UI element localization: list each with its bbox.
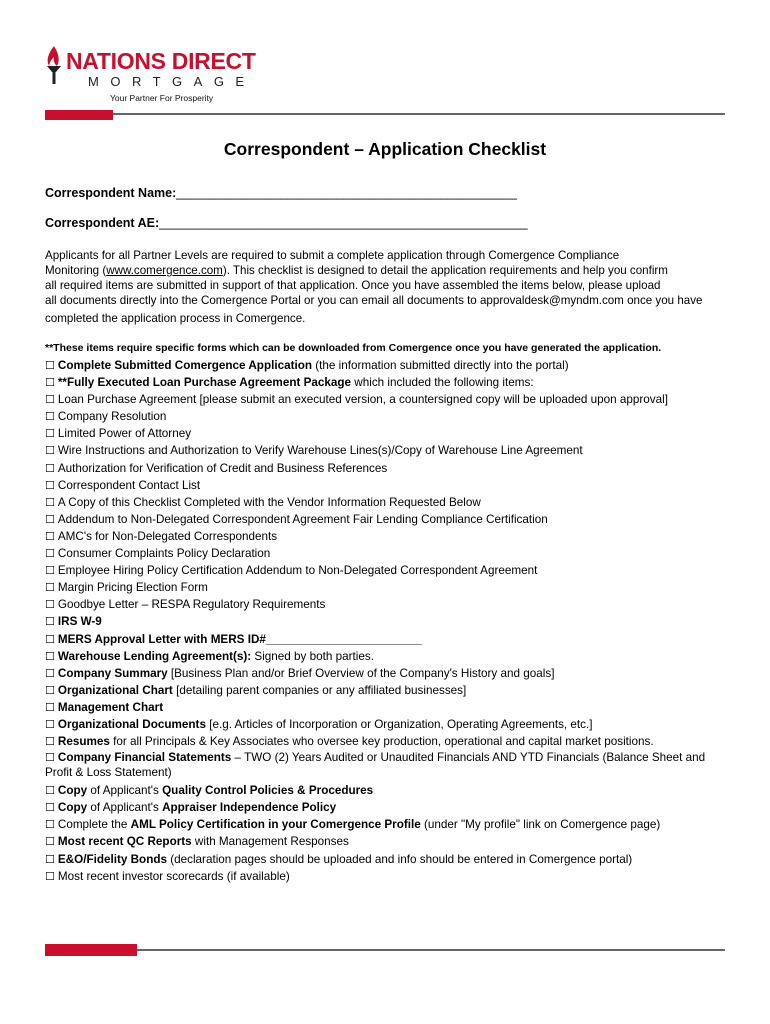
checklist-item-text: Signed by both parties. bbox=[251, 649, 374, 663]
correspondent-ae-label: Correspondent AE: bbox=[45, 216, 160, 230]
checkbox-icon[interactable]: ☐ bbox=[45, 649, 55, 663]
checkbox-icon[interactable]: ☐ bbox=[45, 427, 55, 441]
checkbox-icon[interactable]: ☐ bbox=[45, 547, 55, 561]
flame-torch-icon bbox=[44, 46, 64, 86]
checklist-item-text: Warehouse Lending Agreement(s): bbox=[57, 649, 252, 663]
checklist-item-text: MERS Approval Letter with MERS ID#________________________ bbox=[57, 632, 422, 646]
checklist-item-text: Copy bbox=[57, 784, 88, 798]
intro-line: completed the application process in Comergence. bbox=[45, 312, 306, 325]
intro-line: all documents directly into the Comergence Portal or you can email all documents to approvaldesk@myndm.com once you have bbox=[45, 294, 703, 307]
checklist-item bbox=[45, 596, 745, 613]
checklist-item bbox=[45, 579, 745, 596]
checkbox-icon[interactable]: ☐ bbox=[45, 393, 55, 407]
intro-line: Applicants for all Partner Levels are required to submit a complete application through Comergence Compliance bbox=[45, 249, 620, 262]
checklist-item bbox=[45, 357, 745, 374]
correspondent-ae-line: _____________________________________________________ bbox=[159, 216, 528, 230]
checkbox-icon[interactable]: ☐ bbox=[45, 835, 55, 849]
checklist-item bbox=[45, 408, 745, 425]
checklist-item-text: (declaration pages should be uploaded and info should be entered in Comergence portal) bbox=[166, 852, 633, 866]
checklist-item-text: Consumer Complaints Policy Declaration bbox=[57, 547, 271, 561]
checkbox-icon[interactable]: ☐ bbox=[45, 818, 55, 832]
intro-paragraph bbox=[45, 248, 765, 326]
checkbox-icon[interactable]: ☐ bbox=[45, 666, 55, 680]
correspondent-name-line: _________________________________________________ bbox=[176, 186, 517, 200]
checkbox-icon[interactable]: ☐ bbox=[45, 615, 55, 629]
checklist-item bbox=[45, 631, 745, 648]
checklist-item-text: Most recent investor scorecards (if available) bbox=[57, 869, 290, 883]
checklist-item-text: with Management Responses bbox=[191, 835, 349, 849]
checklist-item bbox=[45, 699, 745, 716]
checklist-item bbox=[45, 733, 745, 750]
checkbox-icon[interactable]: ☐ bbox=[45, 751, 55, 765]
brand-logo bbox=[44, 44, 274, 104]
brand-tagline: Your Partner For Prosperity bbox=[110, 93, 214, 103]
checklist-item-text: – TWO (2) Years Audited or Unaudited Financials AND YTD Financials (Balance Sheet and Profit & Loss Statement) bbox=[45, 751, 706, 780]
checklist-item-text: Addendum to Non-Delegated Correspondent Agreement Fair Lending Compliance Certification bbox=[57, 512, 548, 526]
checkbox-icon[interactable]: ☐ bbox=[45, 444, 55, 458]
checklist-item-text: Margin Pricing Election Form bbox=[57, 581, 208, 595]
checklist-item-text: Organizational Chart bbox=[57, 683, 173, 697]
correspondent-name-field bbox=[45, 186, 517, 200]
checklist-item bbox=[45, 833, 745, 850]
checkbox-icon[interactable]: ☐ bbox=[45, 529, 55, 543]
checklist-item bbox=[45, 374, 745, 391]
checkbox-icon[interactable]: ☐ bbox=[45, 683, 55, 697]
checklist-item-text: [Business Plan and/or Brief Overview of the Company's History and goals] bbox=[167, 666, 555, 680]
checkbox-icon[interactable]: ☐ bbox=[45, 735, 55, 749]
checklist-item-text: Employee Hiring Policy Certification Addendum to Non-Delegated Correspondent Agreement bbox=[57, 564, 538, 578]
checklist-item-text: Company Resolution bbox=[57, 410, 167, 424]
checklist-item-text: (the information submitted directly into the portal) bbox=[312, 359, 569, 372]
checklist-item-text: A Copy of this Checklist Completed with the Vendor Information Requested Below bbox=[57, 495, 481, 509]
checklist-item-text: Loan Purchase Agreement [please submit an executed version, a countersigned copy will be uploaded upon approval] bbox=[57, 393, 668, 407]
checklist-item-text: AML Policy Certification in your Comergence Profile bbox=[130, 818, 421, 832]
checklist-item bbox=[45, 782, 745, 799]
checklist-item bbox=[45, 528, 745, 545]
checklist-item-text: Quality Control Policies & Procedures bbox=[162, 784, 374, 798]
checklist-item-text: AMC's for Non-Delegated Correspondents bbox=[57, 529, 278, 543]
checklist-item bbox=[45, 442, 745, 459]
checklist-item-text: Organizational Documents bbox=[57, 717, 206, 731]
checkbox-icon[interactable]: ☐ bbox=[45, 564, 55, 578]
checklist-item bbox=[45, 545, 745, 562]
checklist-item bbox=[45, 391, 745, 408]
checkbox-icon[interactable]: ☐ bbox=[45, 461, 55, 475]
header-rule bbox=[45, 113, 725, 115]
checklist-item bbox=[45, 868, 745, 885]
checklist-item-text: for all Principals & Key Associates who oversee key production, operational and capital market positions. bbox=[109, 735, 654, 749]
checklist-item-text: which included the following items: bbox=[351, 376, 534, 390]
checklist-item bbox=[45, 851, 745, 868]
checkbox-icon[interactable]: ☐ bbox=[45, 410, 55, 424]
checkbox-icon[interactable]: ☐ bbox=[45, 784, 55, 798]
checklist-item-text: Copy bbox=[57, 801, 88, 815]
checkbox-icon[interactable]: ☐ bbox=[45, 852, 55, 866]
checklist-item bbox=[45, 799, 745, 816]
checklist-item-text: (under "My profile" link on Comergence page) bbox=[420, 818, 661, 832]
correspondent-name-label: Correspondent Name: bbox=[45, 186, 177, 200]
checklist bbox=[45, 357, 745, 885]
checklist-item bbox=[45, 460, 745, 477]
checklist-item-text: [e.g. Articles of Incorporation or Organization, Operating Agreements, etc.] bbox=[205, 717, 593, 731]
checklist-item bbox=[45, 648, 745, 665]
checklist-item-text: **Fully Executed Loan Purchase Agreement Package bbox=[57, 376, 352, 390]
checklist-item-text: Goodbye Letter – RESPA Regulatory Requirements bbox=[57, 598, 326, 612]
checklist-item-text: of Applicant's bbox=[87, 801, 163, 815]
checklist-item bbox=[45, 816, 745, 833]
checklist-item-text: Authorization for Verification of Credit and Business References bbox=[57, 461, 388, 475]
checklist-item bbox=[45, 665, 745, 682]
checkbox-icon[interactable]: ☐ bbox=[45, 376, 55, 390]
checklist-item-text: Resumes bbox=[57, 735, 110, 749]
checkbox-icon[interactable]: ☐ bbox=[45, 717, 55, 731]
forms-note: **These items require specific forms which can be downloaded from Comergence once you have generated the application. bbox=[45, 342, 662, 354]
checkbox-icon[interactable]: ☐ bbox=[45, 581, 55, 595]
checkbox-icon[interactable]: ☐ bbox=[45, 495, 55, 509]
checkbox-icon[interactable]: ☐ bbox=[45, 869, 55, 883]
header-accent-bar bbox=[45, 110, 113, 120]
checkbox-icon[interactable]: ☐ bbox=[45, 598, 55, 612]
checkbox-icon[interactable]: ☐ bbox=[45, 512, 55, 526]
checkbox-icon[interactable]: ☐ bbox=[45, 632, 55, 646]
checklist-item bbox=[45, 716, 745, 733]
checklist-item bbox=[45, 425, 745, 442]
intro-line: Monitoring (www.comergence.com). This checklist is designed to detail the application requirements and help you confirm bbox=[45, 264, 668, 277]
checkbox-icon[interactable]: ☐ bbox=[45, 801, 55, 815]
checklist-item bbox=[45, 562, 745, 579]
checklist-item-text: Wire Instructions and Authorization to Verify Warehouse Lines(s)/Copy of Warehouse Line Agreement bbox=[57, 444, 583, 458]
checkbox-icon[interactable]: ☐ bbox=[45, 478, 55, 492]
checklist-item-text: E&O/Fidelity Bonds bbox=[57, 852, 167, 866]
checklist-item bbox=[45, 494, 745, 511]
checklist-item-text: of Applicant's bbox=[87, 784, 163, 798]
intro-line: all required items are submitted in support of that application. Once you have assembled the items below, please upload bbox=[45, 279, 661, 292]
footer-rule bbox=[45, 949, 725, 951]
checklist-item-text: IRS W-9 bbox=[57, 615, 102, 629]
checklist-item bbox=[45, 511, 745, 528]
checklist-item bbox=[45, 682, 745, 699]
brand-subtitle: MORTGAGE bbox=[88, 74, 256, 89]
checklist-item-text: [detailing parent companies or any affiliated businesses] bbox=[172, 683, 467, 697]
checklist-item-text: Company Summary bbox=[57, 666, 168, 680]
checklist-item-text: Limited Power of Attorney bbox=[57, 427, 192, 441]
footer-accent-bar bbox=[45, 944, 137, 956]
checkbox-icon[interactable]: ☐ bbox=[45, 700, 55, 714]
comergence-link[interactable]: www.comergence.com bbox=[106, 264, 223, 277]
checklist-item-text: Appraiser Independence Policy bbox=[162, 801, 337, 815]
checkbox-icon[interactable]: ☐ bbox=[45, 359, 55, 372]
checklist-item-text: Most recent QC Reports bbox=[57, 835, 192, 849]
brand-name: NATIONS DIRECT bbox=[66, 48, 256, 74]
correspondent-ae-field bbox=[45, 216, 528, 230]
checklist-item-text: Complete the bbox=[57, 818, 131, 832]
checklist-item-text: Management Chart bbox=[57, 700, 164, 714]
page-title: Correspondent – Application Checklist bbox=[223, 139, 547, 159]
checklist-item bbox=[45, 477, 745, 494]
checklist-item bbox=[45, 750, 715, 780]
checklist-item-text: Company Financial Statements bbox=[57, 751, 232, 765]
checklist-item-text: Complete Submitted Comergence Application bbox=[57, 359, 312, 372]
checklist-item bbox=[45, 613, 745, 630]
checklist-item-text: Correspondent Contact List bbox=[57, 478, 201, 492]
